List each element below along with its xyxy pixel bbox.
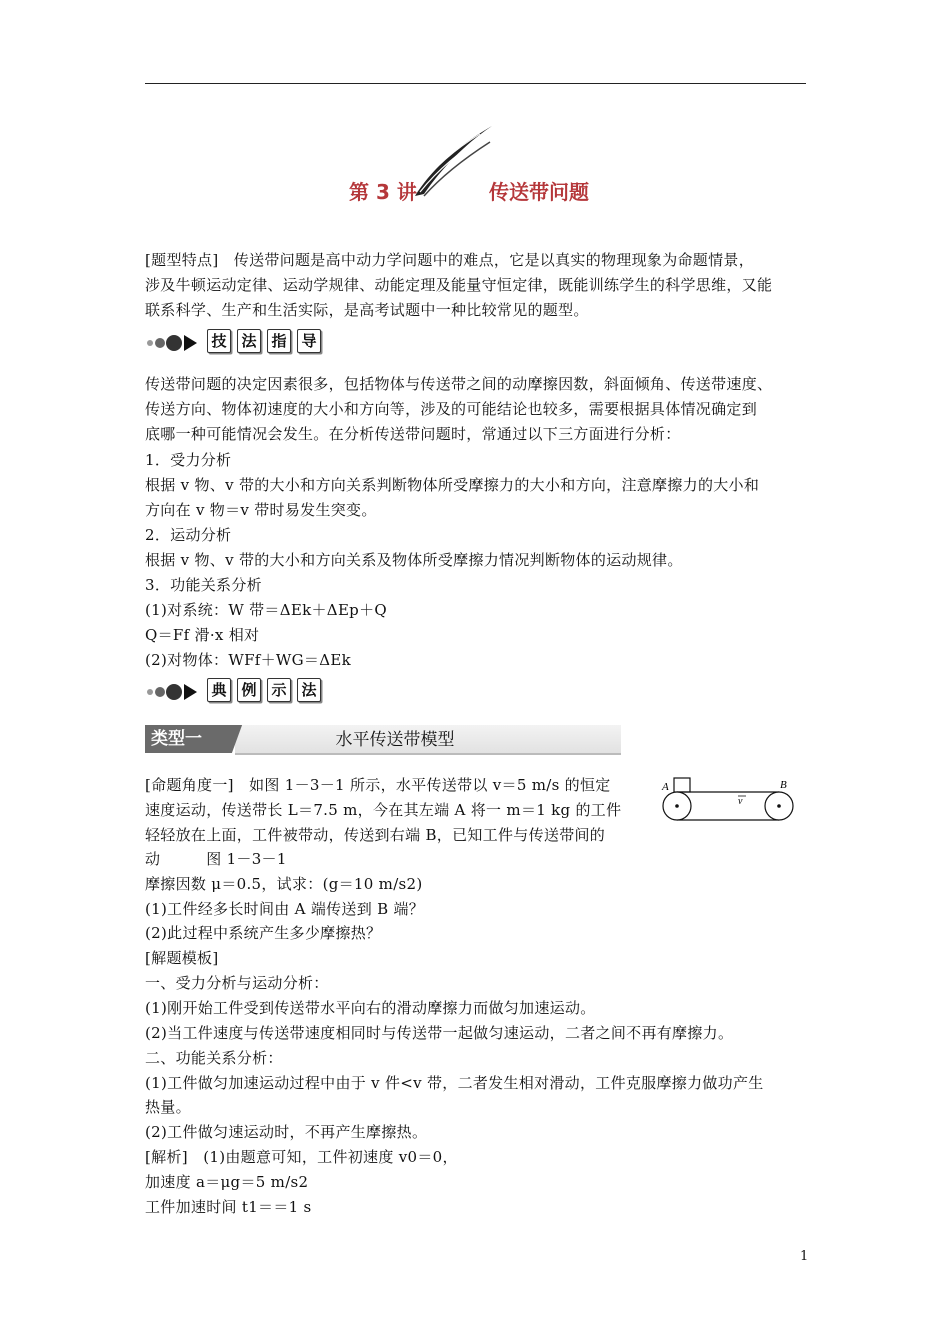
problem-line: (1)刚开始工件受到传送带水平向右的滑动摩擦力而做匀加速运动。 <box>145 999 596 1017</box>
figure-label-b: B <box>780 779 787 791</box>
section-char: 法 <box>297 678 321 702</box>
problem-line: [命题角度一] 如图 1－3－1 所示，水平传送带以 v＝5 m/s 的恒定 <box>145 776 611 794</box>
problem-line: 摩擦因数 μ＝0.5，试求：(g＝10 m/s2) <box>145 875 423 893</box>
guide-line: 方向在 v 物＝v 带时易发生突变。 <box>145 501 377 519</box>
problem-line: 加速度 a＝μg＝5 m/s2 <box>145 1173 309 1191</box>
problem-line: 二、功能关系分析： <box>145 1049 283 1067</box>
section-char: 指 <box>267 329 291 353</box>
section-char: 示 <box>267 678 291 702</box>
problem-line: [解题模板] <box>145 949 219 967</box>
intro-line: [题型特点] 传送带问题是高中动力学问题中的难点，它是以真实的物理现象为命题情景， <box>145 251 755 269</box>
figure-label-v: v <box>738 796 743 807</box>
problem-line: 一、受力分析与运动分析： <box>145 974 329 992</box>
problem-line: 轻轻放在上面，工件被带动，传送到右端 B，已知工件与传送带间的 <box>145 826 606 844</box>
bullet-dots-icon <box>145 682 203 702</box>
problem-line: [解析] (1)由题意可知，工件初速度 v0＝0， <box>145 1148 458 1166</box>
section-char: 法 <box>237 329 261 353</box>
problem-line: 动 图 1－3－1 <box>145 850 287 868</box>
page-number: 1 <box>800 1249 809 1264</box>
guide-line: 2．运动分析 <box>145 526 232 544</box>
bullet-dots-icon <box>145 333 203 353</box>
guide-line: 底哪一种可能情况会发生。在分析传送带问题时，常通过以下三方面进行分析： <box>145 425 681 443</box>
type-label: 类型一 <box>145 725 229 753</box>
guide-line: 传送带问题的决定因素很多，包括物体与传送带之间的动摩擦因数，斜面倾角、传送带速度、 <box>145 375 773 393</box>
guide-line: Q＝Ff 滑·x 相对 <box>145 626 260 644</box>
problem-line: (2)当工件速度与传送带速度相同时与传送带一起做匀速运动，二者之间不再有摩擦力。 <box>145 1024 734 1042</box>
section-char: 导 <box>297 329 321 353</box>
type-banner <box>145 725 621 755</box>
guide-line: 传送方向、物体初速度的大小和方向等，涉及的可能结论也较多，需要根据具体情况确定到 <box>145 400 758 418</box>
guide-line: 根据 v 物、v 带的大小和方向关系判断物体所受摩擦力的大小和方向，注意摩擦力的大小和 <box>145 476 760 494</box>
lecture-title: 传送带问题 <box>489 180 589 204</box>
page-title <box>0 170 950 210</box>
problem-line: (2)此过程中系统产生多少摩擦热？ <box>145 924 382 942</box>
guide-line: 3．功能关系分析 <box>145 576 262 594</box>
conveyor-belt-figure <box>660 774 796 830</box>
lecture-number: 第 3 讲 <box>349 180 417 204</box>
guide-line: 1．受力分析 <box>145 451 232 469</box>
guide-line: (1)对系统：W 带＝ΔEk＋ΔEp＋Q <box>145 601 387 619</box>
guide-line: (2)对物体：WFf＋WG＝ΔEk <box>145 651 351 669</box>
section-char: 典 <box>207 678 231 702</box>
guide-line: 根据 v 物、v 带的大小和方向关系及物体所受摩擦力情况判断物体的运动规律。 <box>145 551 683 569</box>
intro-line: 联系科学、生产和生活实际，是高考试题中一种比较常见的题型。 <box>145 301 589 319</box>
section-char: 例 <box>237 678 261 702</box>
figure-label-a: A <box>662 781 669 793</box>
problem-line: 热量。 <box>145 1098 191 1116</box>
header-rule <box>145 83 806 84</box>
section-char: 技 <box>207 329 231 353</box>
problem-line: 速度运动，传送带长 L＝7.5 m，今在其左端 A 将一 m＝1 kg 的工件 <box>145 801 622 819</box>
problem-line: (2)工件做匀速运动时，不再产生摩擦热。 <box>145 1123 428 1141</box>
problem-line: 工件加速时间 t1＝＝1 s <box>145 1198 312 1216</box>
intro-line: 涉及牛顿运动定律、运动学规律、动能定理及能量守恒定律，既能训练学生的科学思维，又能 <box>145 276 773 294</box>
problem-line: (1)工件做匀加速运动过程中由于 v 件<v 带，二者发生相对滑动，工件克服摩擦力做功产生 <box>145 1074 764 1092</box>
type-title: 水平传送带模型 <box>335 730 455 750</box>
problem-line: (1)工件经多长时间由 A 端传送到 B 端？ <box>145 900 425 918</box>
